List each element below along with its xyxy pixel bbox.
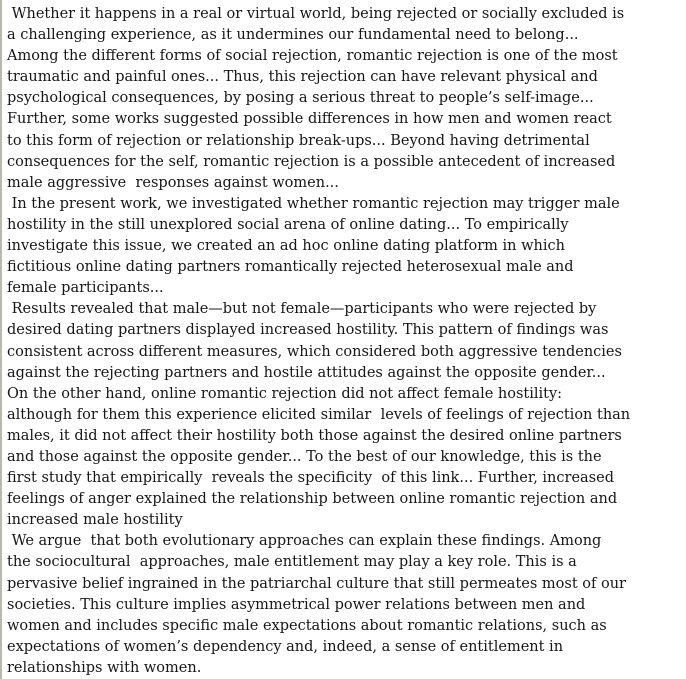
text-line: a challenging experience, as it undermines our fundamental need to belong... [7, 27, 579, 44]
text-line: and those against the opposite gender... To the best of our knowledge, this is the [7, 448, 602, 465]
text-line: expectations of women’s dependency and, indeed, a sense of entitlement in [7, 638, 564, 655]
text-line: fictitious online dating partners romantically rejected heterosexual male and [7, 259, 574, 276]
text-line: the sociocultural approaches, male entitlement may play a key role. This is a [7, 554, 577, 571]
text-line: female participants... [7, 280, 164, 297]
text-line: We argue that both evolutionary approaches can explain these findings. Among [7, 533, 602, 550]
text-line: In the present work, we investigated whether romantic rejection may trigger male [7, 195, 620, 212]
text-line: women and includes specific male expectations about romantic relations, such as [7, 617, 607, 634]
paragraph-3 [7, 299, 684, 531]
text-line: although for them this experience elicited similar levels of feelings of rejection than [7, 406, 631, 423]
text-line: traumatic and painful ones... Thus, this rejection can have relevant physical and [7, 69, 598, 86]
text-line: feelings of anger explained the relationship between online romantic rejection and [7, 491, 618, 508]
text-line: hostility in the still unexplored social arena of online dating... To empirically [7, 216, 569, 233]
text-line: pervasive belief ingrained in the patriarchal culture that still permeates most of our [7, 575, 626, 592]
text-line: Results revealed that male—but not female—participants who were rejected by [7, 301, 597, 318]
paragraph-1 [7, 4, 684, 194]
text-line: societies. This culture implies asymmetrical power relations between men and [7, 596, 586, 613]
text-line: consequences for the self, romantic rejection is a possible antecedent of increased [7, 153, 616, 170]
text-line: males, it did not affect their hostility both those against the desired online partners [7, 427, 622, 444]
text-line: against the rejecting partners and hostile attitudes against the opposite gender... [7, 364, 606, 381]
text-line: male aggressive responses against women... [7, 174, 339, 191]
paragraph-2 [7, 194, 684, 299]
text-line: consistent across different measures, which considered both aggressive tendencies [7, 343, 622, 360]
text-line: Among the different forms of social rejection, romantic rejection is one of the most [7, 48, 618, 65]
text-line: desired dating partners displayed increased hostility. This pattern of findings was [7, 322, 609, 339]
text-line: Whether it happens in a real or virtual world, being rejected or socially excluded is [7, 6, 625, 22]
paragraph-4 [7, 531, 684, 679]
text-line: increased male hostility [7, 512, 183, 529]
text-line: first study that empirically reveals the specificity of this link... Further, increased [7, 470, 614, 487]
text-line: to this form of rejection or relationship break-ups... Beyond having detrimental [7, 132, 590, 149]
text-line: Further, some works suggested possible differences in how men and women react [7, 111, 612, 128]
text-line: On the other hand, online romantic rejection did not affect female hostility: [7, 385, 563, 402]
text-line: investigate this issue, we created an ad hoc online dating platform in which [7, 238, 565, 255]
text-line: psychological consequences, by posing a serious threat to people’s self-image... [7, 90, 594, 107]
text-line: relationships with women. [7, 659, 202, 676]
